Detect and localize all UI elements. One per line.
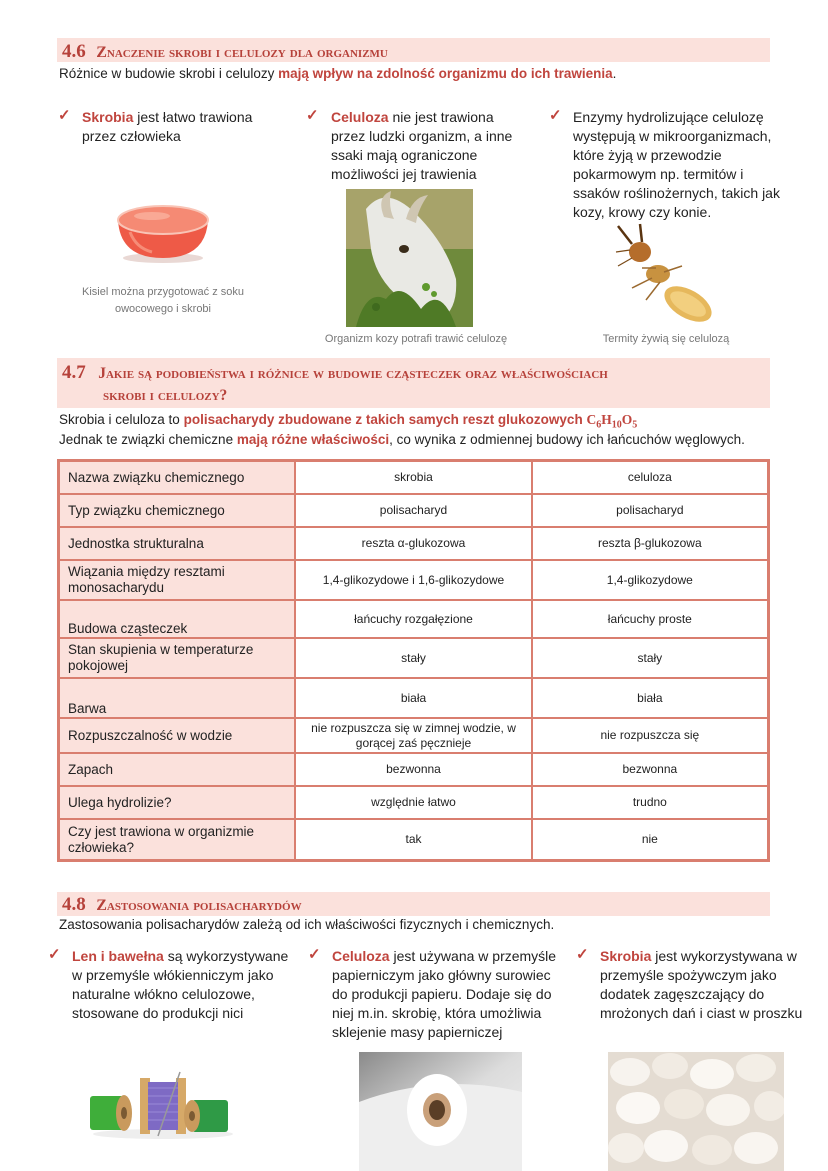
cell-skrobia: nie rozpuszcza się w zimnej wodzie, w gorącej zaś pęcznieje [295,718,531,753]
cell-skrobia: biała [295,678,531,718]
section-4-7-line2: Jednak te związki chemiczne mają różne właściwości, co wynika z odmiennej budowy ich łańcuchów węglowych. [59,432,745,447]
kisiel-image [112,196,214,264]
dumplings-image [608,1052,784,1171]
caption-termite: Termity żywią się celulozą [602,333,730,345]
section-4-7-line1: Skrobia i celuloza to polisacharydy zbudowane z takich samych reszt glukozowych $C_6H_{10}O_5$ [59,412,638,431]
table-row [59,560,768,600]
section-4-8-intro: Zastosowania polisacharydów zależą od ich właściwości fizycznych i chemicznych. [59,917,555,932]
row-label: Nazwa związku chemicznego [59,461,295,494]
cell-celuloza: reszta β-glukozowa [532,527,768,560]
cell-celuloza: stały [532,638,768,678]
section-number: 4.8 [62,894,86,915]
table-row [59,753,768,786]
check-icon: ✓ [48,946,61,963]
caption-kisiel: Kisiel można przygotować z soku owocowego i skrobi [81,286,244,315]
table-row [59,600,768,638]
check-icon: ✓ [58,107,71,124]
section-4-8-title [62,894,302,916]
cell-skrobia: tak [295,819,531,860]
formula: $C_6H_{10}O_5$ [586,412,638,431]
cell-celuloza: nie [532,819,768,860]
bullet-enzymy: Enzymy hydrolizujące celulozę występują w mikroorganizmach, które żyją w przewodzie pokarmowym np. termitów i ssaków roślinożernych, takich jak kozy, krowy czy konie. [573,109,780,220]
cell-celuloza: nie rozpuszcza się [532,718,768,753]
section-4-7-title [62,362,762,405]
bullet-celuloza: Celuloza nie jest trawiona przez ludzki organizm, a inne ssaki mają ograniczone możliwości jej trawienia [331,109,513,182]
row-label: Wiązania między resztami monosacharydu [59,560,295,600]
row-label: Rozpuszczalność w wodzie [59,718,295,753]
table-row [59,819,768,860]
cell-skrobia: łańcuchy rozgałęzione [295,600,531,638]
check-icon: ✓ [576,946,589,963]
section-number: 4.6 [62,41,86,62]
section-title: Zastosowania polisacharydów [96,897,302,914]
section-4-6-title [62,41,388,63]
bullet-skrobia: Skrobia jest łatwo trawiona przez człowieka [82,109,253,144]
table-row [59,527,768,560]
check-icon: ✓ [308,946,321,963]
cell-skrobia: polisacharyd [295,494,531,527]
section-title-line1: Jakie są podobieństwa i różnice w budowie cząsteczek oraz właściwościach [98,365,608,382]
bullet-len: Len i bawełna są wykorzystywane w przemyśle włókienniczym jako naturalne włókno celulozowe, stosowane do produkcji nici [72,948,289,1021]
cell-skrobia: reszta α-glukozowa [295,527,531,560]
row-label: Budowa cząsteczek [59,600,295,638]
section-4-6-intro: Różnice w budowie skrobi i celulozy mają wpływ na zdolność organizmu do ich trawienia. [59,66,617,81]
paper-roll-image [359,1052,522,1171]
table-row [59,786,768,819]
cell-celuloza: trudno [532,786,768,819]
row-label: Stan skupienia w temperaturze pokojowej [59,638,295,678]
bullet-celuloza-papier: Celuloza jest używana w przemyśle papierniczym jako główny surowiec do produkcji papieru. Dodaje się do niej m.in. skrobię, która umożliwia sklejenie masy papierniczej [332,948,557,1040]
bullet-skrobia-spozywczy: Skrobia jest wykorzystywana w przemyśle spożywczym jako dodatek zagęszczający do mrożonych dań i ciast w proszku [600,948,803,1021]
cell-celuloza: polisacharyd [532,494,768,527]
row-label: Barwa [59,678,295,718]
caption-goat: Organizm kozy potrafi trawić celulozę [324,333,508,345]
cell-celuloza: łańcuchy proste [532,600,768,638]
cell-celuloza: biała [532,678,768,718]
row-label: Jednostka strukturalna [59,527,295,560]
table-row [59,638,768,678]
cell-skrobia: stały [295,638,531,678]
table-row [59,461,768,494]
row-label: Zapach [59,753,295,786]
cell-celuloza: celuloza [532,461,768,494]
cell-skrobia: bezwonna [295,753,531,786]
row-label: Czy jest trawiona w organizmie człowieka? [59,819,295,860]
thread-spools-image [88,1070,238,1140]
row-label: Typ związku chemicznego [59,494,295,527]
section-number: 4.7 [62,362,86,383]
comparison-table [57,459,770,862]
cell-skrobia: 1,4-glikozydowe i 1,6-glikozydowe [295,560,531,600]
section-title-line2: skrobi i celulozy? [103,387,228,404]
cell-celuloza: 1,4-glikozydowe [532,560,768,600]
cell-celuloza: bezwonna [532,753,768,786]
check-icon: ✓ [549,107,562,124]
row-label: Ulega hydrolizie? [59,786,295,819]
section-title: Znaczenie skrobi i celulozy dla organizmu [96,44,388,61]
goat-image [346,189,473,327]
table-row [59,718,768,753]
cell-skrobia: skrobia [295,461,531,494]
table-row [59,678,768,718]
cell-skrobia: względnie łatwo [295,786,531,819]
check-icon: ✓ [306,107,319,124]
termite-image [612,222,718,326]
table-row [59,494,768,527]
